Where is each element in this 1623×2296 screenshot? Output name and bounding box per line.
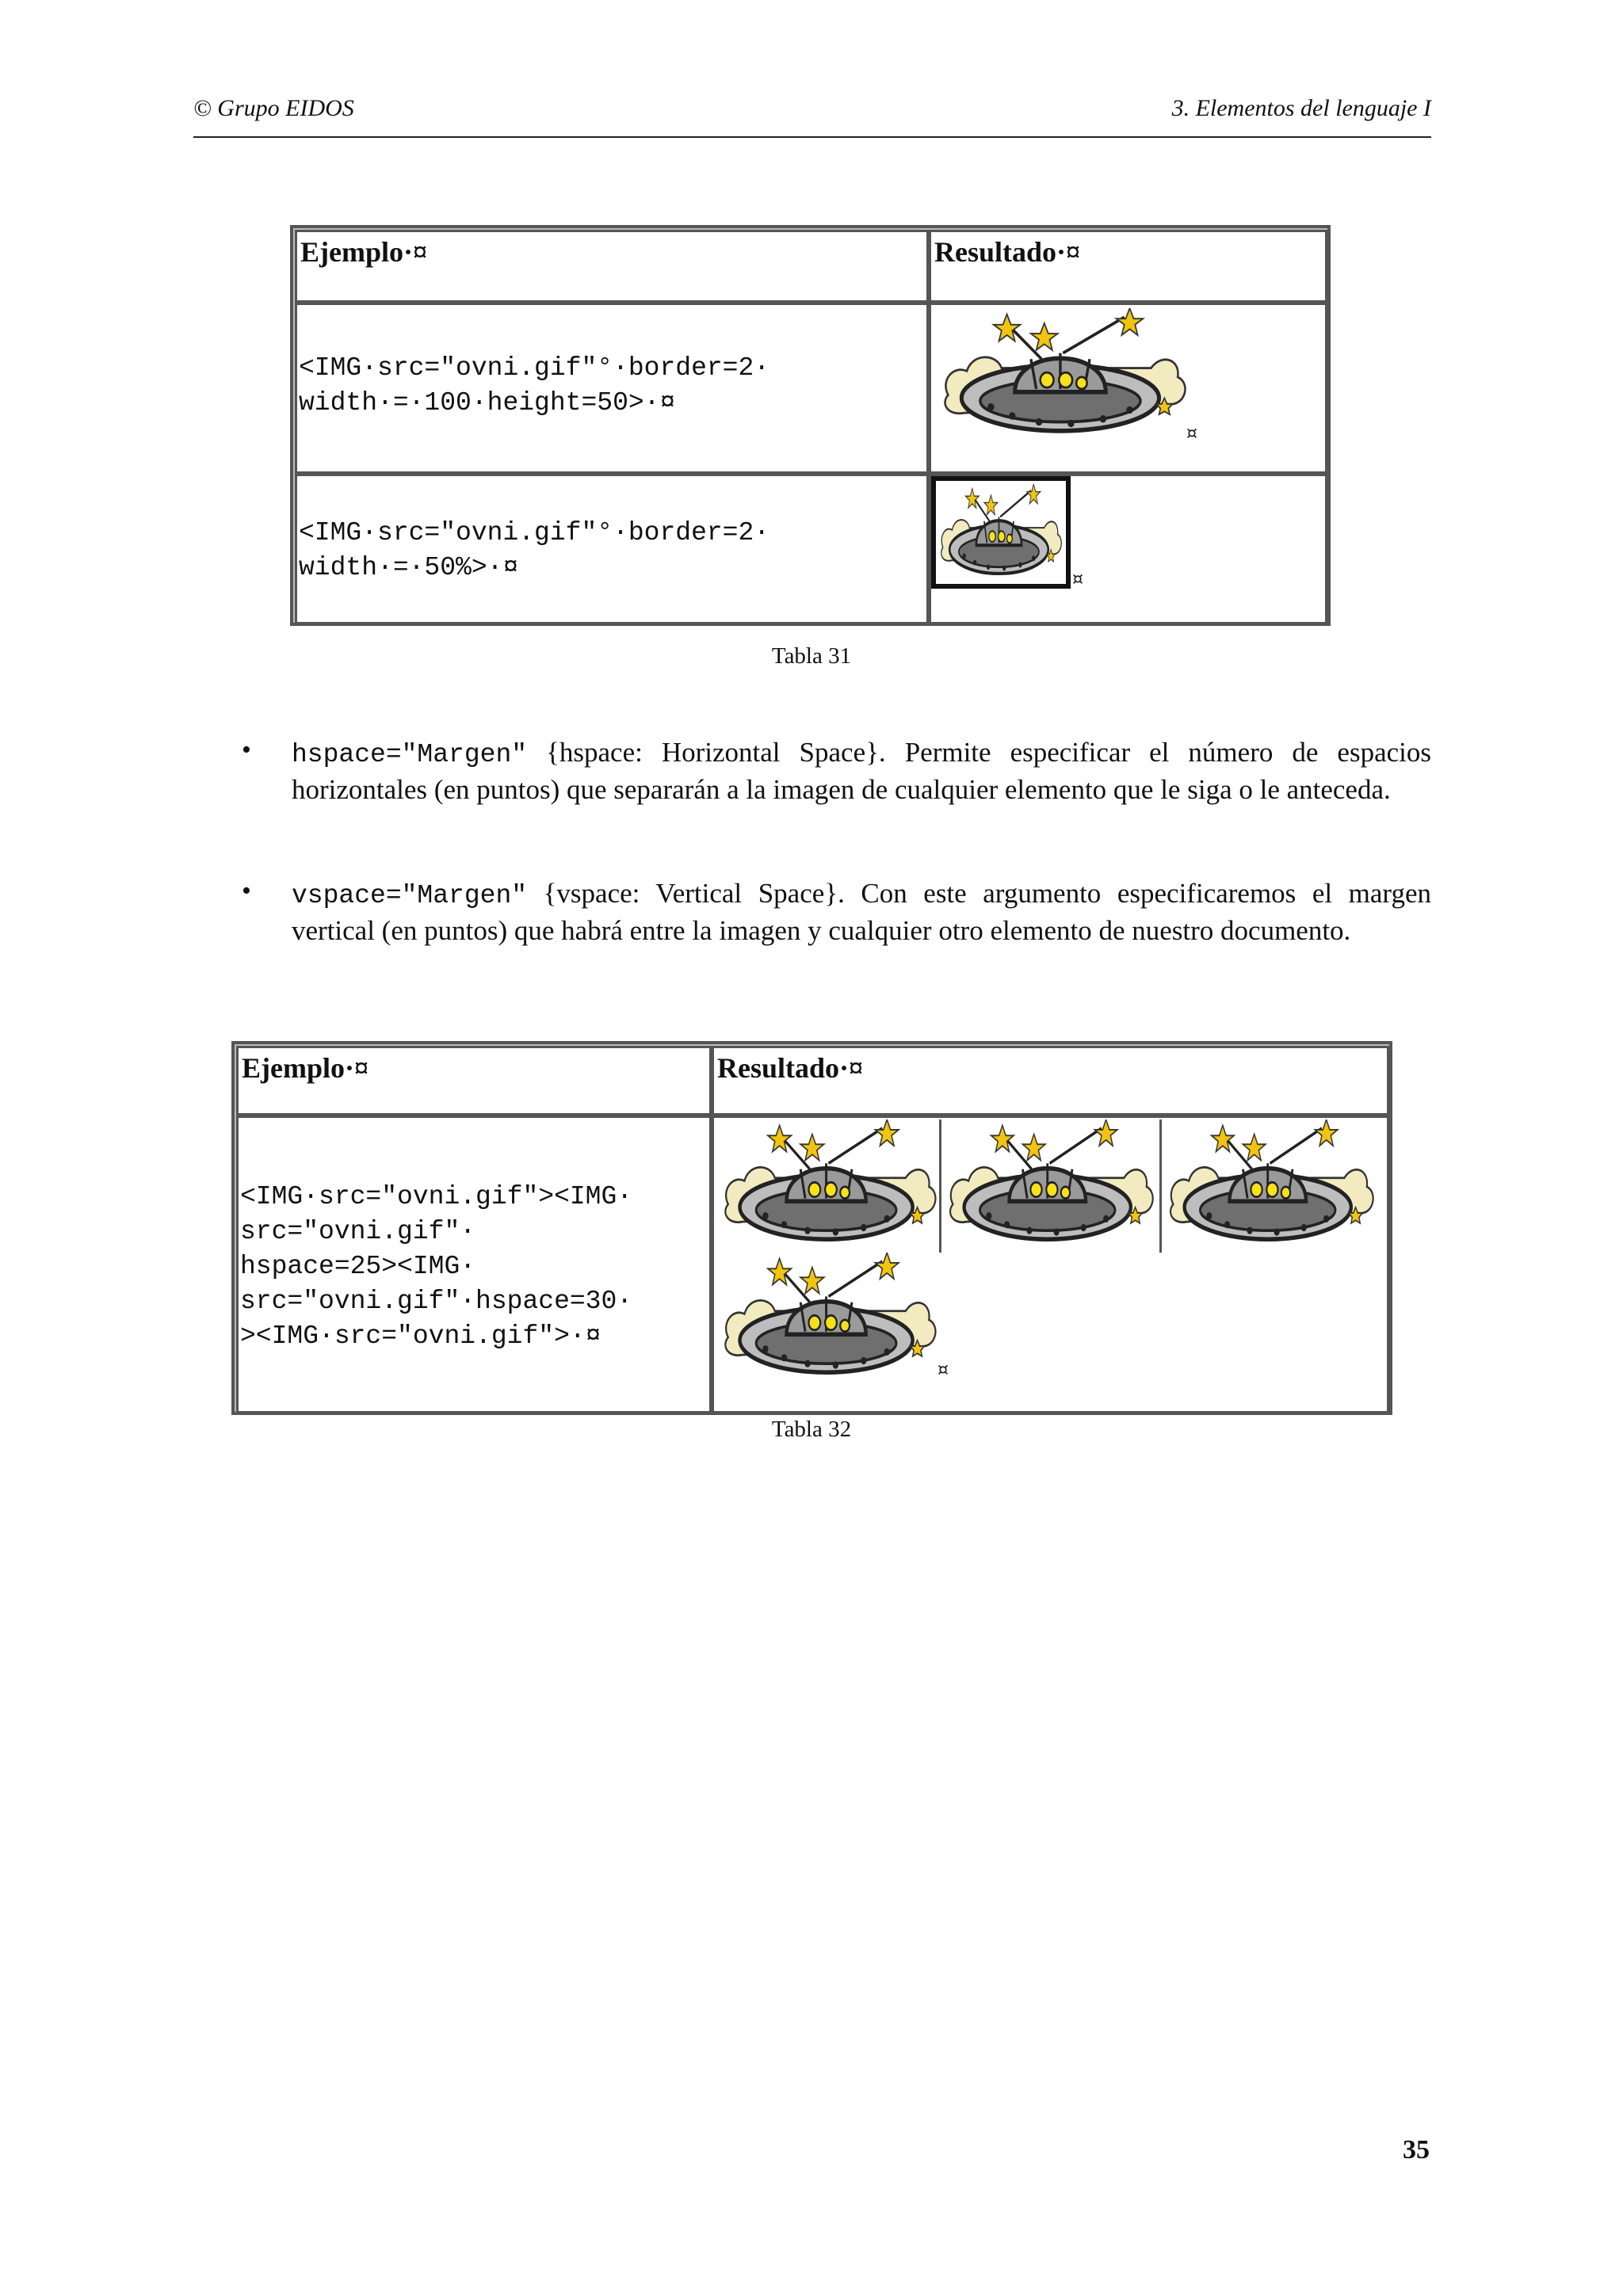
- result-cell: [929, 303, 1327, 474]
- code-line: <IMG·src="ovni.gif"°·border=2·: [299, 353, 770, 383]
- code-term: vspace="Margen": [292, 881, 528, 910]
- running-header-right: 3. Elementos del lenguaje I: [1171, 95, 1431, 121]
- column-header-resultado: Resultado·¤: [934, 236, 1081, 268]
- code-line: <IMG·src="ovni.gif"><IMG·: [240, 1182, 633, 1211]
- paragraph-text: {vspace: Vertical Space}. Con este argumento especificaremos el margen vertical (en puntos) que habrá entre la imagen y cualquier otro elemento de nuestro documento.: [292, 878, 1431, 946]
- ufo-image: [944, 1119, 1158, 1251]
- table-31-caption: Tabla 31: [771, 643, 852, 669]
- table-31-header-ejemplo: [295, 230, 929, 303]
- table-31: [290, 225, 1331, 626]
- column-header-ejemplo: Ejemplo·¤: [300, 236, 427, 268]
- image-separator: [939, 1119, 941, 1253]
- table-32: [231, 1041, 1392, 1415]
- ufo-image: [719, 1253, 941, 1384]
- table-32-header-ejemplo: [236, 1046, 712, 1116]
- header-divider: [193, 136, 1431, 138]
- end-of-cell-mark: ¤: [938, 1360, 949, 1380]
- result-cell: [929, 474, 1327, 624]
- code-line: width·=·100·height=50>·¤: [299, 388, 676, 418]
- ufo-image: [1164, 1119, 1378, 1251]
- hspace-paragraph: [292, 735, 1431, 807]
- table-32-caption: Tabla 32: [771, 1417, 852, 1442]
- ufo-image: [719, 1119, 941, 1251]
- table-row: [236, 1116, 712, 1413]
- bullet-symbol: •: [242, 735, 251, 765]
- ufo-image: [938, 308, 1191, 443]
- code-line: <IMG·src="ovni.gif"°·border=2·: [299, 518, 770, 547]
- code-line: ><IMG·src="ovni.gif">·¤: [240, 1322, 601, 1351]
- paragraph-text: {hspace: Horizontal Space}. Permite especificar el número de espacios horizontales (en puntos) que separarán a la imagen de cualquier elemento que le siga o le anteceda.: [292, 737, 1431, 805]
- result-cell: [712, 1116, 1389, 1413]
- end-of-cell-mark: ¤: [1186, 424, 1197, 444]
- code-line: width·=·50%>·¤: [299, 553, 519, 582]
- bullet-symbol: •: [242, 876, 251, 906]
- table-31-header-resultado: [929, 230, 1327, 303]
- bordered-ufo-image: [931, 476, 1071, 589]
- end-of-cell-mark: ¤: [1072, 570, 1083, 589]
- ufo-image: [938, 484, 1064, 582]
- code-line: src="ovni.gif"·: [240, 1217, 476, 1246]
- running-header-left: © Grupo EIDOS: [193, 95, 354, 121]
- code-line: hspace=25><IMG·: [240, 1252, 476, 1281]
- table-row: [295, 303, 929, 474]
- vspace-paragraph: [292, 876, 1431, 948]
- page-number: 35: [1403, 2135, 1430, 2164]
- table-row: [295, 474, 929, 624]
- image-separator: [1159, 1119, 1162, 1253]
- column-header-resultado: Resultado·¤: [717, 1052, 864, 1084]
- code-line: src="ovni.gif"·hspace=30·: [240, 1287, 633, 1316]
- code-term: hspace="Margen": [292, 740, 528, 769]
- table-32-header-resultado: [712, 1046, 1389, 1116]
- column-header-ejemplo: Ejemplo·¤: [242, 1052, 369, 1084]
